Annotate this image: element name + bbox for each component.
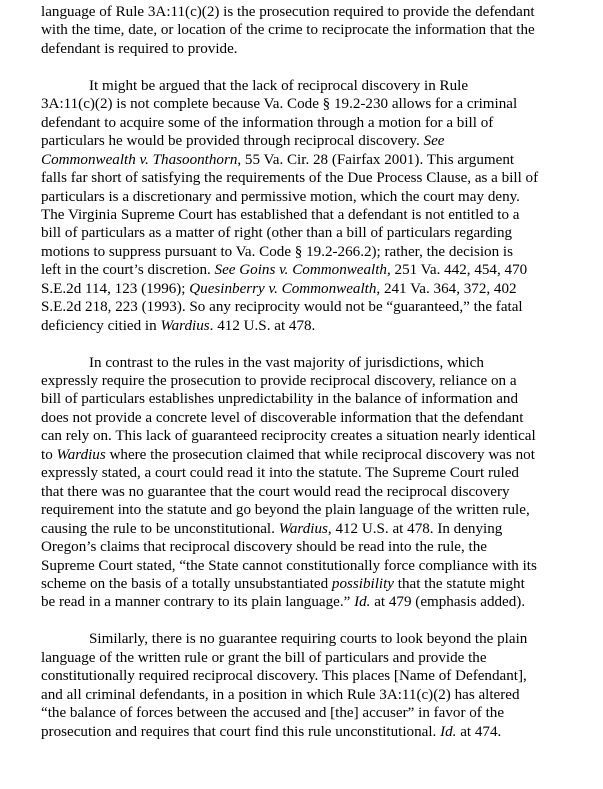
text-line (41, 261, 581, 279)
paragraph (41, 630, 581, 741)
text-run: particulars he would be provided through reciprocal discovery. (41, 133, 424, 150)
text-run: defendant to acquire some of the information through a motion for a bill of (41, 114, 494, 131)
text-run: defendant is required to provide. (41, 40, 238, 57)
text-line (41, 224, 581, 242)
text-line (41, 390, 581, 408)
text-run: that there was no guarantee that the court would read the reciprocal discovery (41, 483, 510, 500)
text-run: language of Rule 3A:11(c)(2) is the prosecution required to provide the defendant (41, 4, 535, 20)
citation-italic: See (423, 133, 445, 150)
text-line (41, 557, 581, 575)
citation-italic: Wardius (278, 520, 328, 537)
text-line (41, 243, 581, 261)
text-run: at 474. (456, 723, 502, 740)
text-line (41, 409, 581, 427)
text-run: In contrast to the rules in the vast majority of jurisdictions, which (89, 354, 484, 371)
document-page (41, 3, 581, 760)
text-run: “the balance of forces between the accused and [the] accuser” in favor of the (41, 705, 505, 722)
text-line (41, 372, 581, 390)
citation-italic: Wardius (56, 446, 106, 463)
citation-italic: Quesinberry v. Commonwealth (189, 280, 377, 297)
text-run: where the prosecution claimed that while reciprocal discovery was not (105, 446, 535, 463)
text-run: prosecution and requires that court find this rule unconstitutional. (41, 723, 441, 740)
text-line (41, 40, 581, 58)
text-run: 3A:11(c)(2) is not complete because Va. Code § 19.2-230 allows for a criminal (41, 96, 518, 113)
text-run: S.E.2d 114, 123 (1996); (41, 280, 190, 297)
text-line (41, 151, 581, 169)
text-run: expressly stated, a court could read it into the statute. The Supreme Court ruled (41, 465, 519, 482)
paragraph (41, 354, 581, 612)
text-run: particulars is a discretionary and permissive motion, which the court may deny. (41, 188, 520, 205)
text-run: scheme on the basis of a totally unsubstantiated (41, 576, 332, 593)
text-line (41, 501, 581, 519)
text-run: be read in a manner contrary to its plain language.” (41, 594, 355, 611)
text-line (41, 354, 581, 372)
text-line (41, 723, 581, 741)
text-run: with the time, date, or location of the crime to reciprocate the information that the (41, 22, 535, 39)
text-run: deficiency citied in (41, 317, 161, 334)
text-line (41, 575, 581, 593)
text-run: bill of particulars establishes unpredictability in the balance of information and (41, 391, 518, 408)
citation-italic: See Goins v. Commonwealth (214, 262, 387, 279)
paragraph (41, 3, 581, 58)
text-line (41, 298, 581, 316)
text-run: It might be argued that the lack of reciprocal discovery in Rule (89, 77, 469, 94)
text-run: Supreme Court stated, “the State cannot constitutionally force compliance with its (41, 557, 537, 574)
paragraph (41, 77, 581, 335)
citation-italic: Commonwealth v. Thasoonthorn (41, 151, 238, 168)
text-line (41, 77, 581, 95)
citation-italic: Id. (354, 594, 371, 611)
text-run: left in the court’s discretion. (41, 262, 215, 279)
text-line (41, 686, 581, 704)
text-run: Similarly, there is no guarantee requiring courts to look beyond the plain (89, 631, 528, 648)
text-line (41, 593, 581, 611)
text-run: constitutionally required reciprocal discovery. This places [Name of Defendant], (41, 668, 527, 685)
text-run: , 251 Va. 442, 454, 470 (386, 262, 528, 279)
text-run: Oregon’s claims that reciprocal discovery should be read into the rule, the (41, 539, 487, 556)
text-run: requirement into the statute and go beyond the plain language of the written rule, (41, 502, 530, 519)
text-run: to (41, 446, 57, 463)
text-line (41, 446, 581, 464)
text-line (41, 649, 581, 667)
text-line (41, 538, 581, 556)
text-line (41, 704, 581, 722)
text-run: The Virginia Supreme Court has established that a defendant is not entitled to a (41, 206, 520, 223)
text-line (41, 132, 581, 150)
text-run: does not provide a concrete level of discoverable information that the defendant (41, 409, 524, 426)
text-line (41, 427, 581, 445)
text-run: falls far short of satisfying the requirements of the Due Process Clause, as a bill of (41, 170, 539, 187)
text-line (41, 21, 581, 39)
text-line (41, 169, 581, 187)
text-run: , 241 Va. 364, 372, 402 (376, 280, 517, 297)
text-run: at 479 (emphasis added). (370, 594, 526, 611)
citation-italic: possibility (331, 576, 394, 593)
text-run: that the statute might (393, 576, 525, 593)
text-line (41, 280, 581, 298)
text-run: . 412 U.S. at 478. (209, 317, 316, 334)
text-line (41, 188, 581, 206)
text-run: expressly require the prosecution to provide reciprocal discovery, reliance on a (41, 373, 517, 390)
text-line (41, 667, 581, 685)
text-line (41, 3, 581, 21)
text-line (41, 114, 581, 132)
text-line (41, 317, 581, 335)
text-line (41, 520, 581, 538)
citation-italic: Wardius (160, 317, 210, 334)
text-run: and all criminal defendants, in a position in which Rule 3A:11(c)(2) has altered (41, 686, 520, 703)
text-run: , 55 Va. Cir. 28 (Fairfax 2001). This argument (237, 151, 515, 168)
text-run: S.E.2d 218, 223 (1993). So any reciprocity would not be “guaranteed,” the fatal (41, 299, 523, 316)
text-run: motions to suppress pursuant to Va. Code § 19.2-266.2); rather, the decision is (41, 243, 513, 260)
citation-italic: Id. (440, 723, 457, 740)
text-run: bill of particulars as a matter of right (other than a bill of particulars regarding (41, 225, 513, 242)
text-run: , 412 U.S. at 478. In denying (327, 520, 503, 537)
text-run: can rely on. This lack of guaranteed reciprocity creates a situation nearly identical (41, 428, 536, 445)
text-run: causing the rule to be unconstitutional. (41, 520, 279, 537)
text-line (41, 483, 581, 501)
text-run: language of the written rule or grant the bill of particulars and provide the (41, 649, 487, 666)
text-line (41, 630, 581, 648)
text-line (41, 464, 581, 482)
text-line (41, 206, 581, 224)
text-line (41, 95, 581, 113)
